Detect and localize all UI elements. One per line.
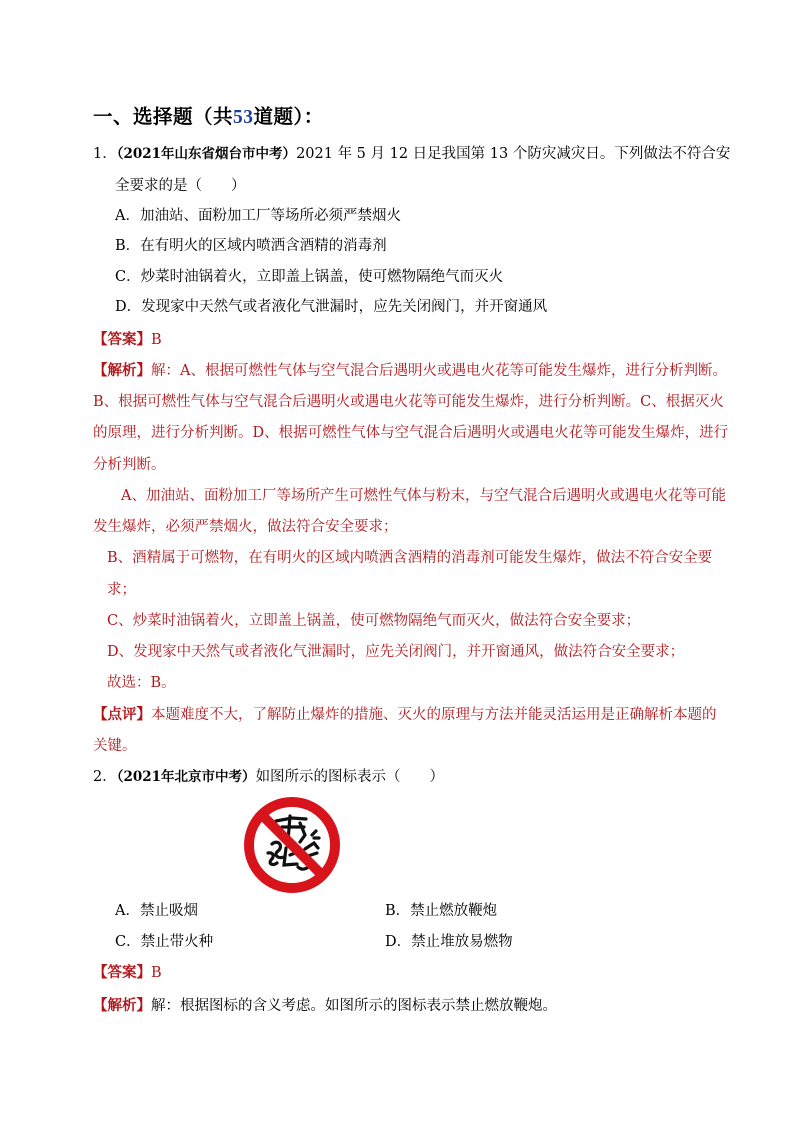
no-firecrackers-sign-icon: [242, 795, 342, 895]
question-1-option-a: A．加油站、面粉加工厂等场所必须严禁烟火: [115, 208, 401, 224]
question-1-option-c: C．炒菜时油锅着火，立即盖上锅盖，使可燃物隔绝气而灭火: [115, 269, 504, 285]
question-1-stem: 1．（2021年山东省烟台市中考）2021 年 5 月 12 日足我国第 13 个防灾减灾日。下列做法不符合安: [93, 146, 731, 162]
question-1-analysis-line: 的原理，进行分析判断。D、根据可燃性气体与空气混合后遇明火或遇电火花等可能发生爆炸，进行: [93, 425, 729, 441]
question-2-option-a: A．禁止吸烟: [115, 903, 198, 919]
section-title: 一、选择题（共53道题）：: [93, 105, 324, 128]
question-2-analysis: 【解析】解：根据图标的含义考虑。如图所示的图标表示禁止燃放鞭炮。: [93, 997, 557, 1014]
question-2-option-c: C．禁止带火种: [115, 934, 214, 950]
question-1-analysis-line: B、酒精属于可燃物，在有明火的区域内喷洒含酒精的消毒剂可能发生爆炸，做法不符合安全要: [107, 550, 713, 566]
question-1-analysis-line: B、根据可燃性气体与空气混合后遇明火或遇电火花等可能发生爆炸，进行分析判断。C、根据灭火: [93, 394, 724, 410]
question-1-analysis-line: 分析判断。: [93, 457, 166, 473]
question-count: 53: [233, 107, 254, 128]
question-2-option-b: B．禁止燃放鞭炮: [385, 903, 498, 919]
question-1-comment: 【点评】本题难度不大，了解防止爆炸的措施、灭火的原理与方法并能灵活运用是正确解析本题的: [93, 706, 717, 723]
question-1-analysis-line: 【解析】解：A、根据可燃性气体与空气混合后遇明火或遇电火花等可能发生爆炸，进行分析判断。: [93, 362, 727, 379]
question-2-stem: 2．（2021年北京市中考）如图所示的图标表示（ ）: [93, 769, 445, 785]
question-1-analysis-line: 故选：B。: [107, 675, 176, 691]
question-1-analysis-line: C、炒菜时油锅着火，立即盖上锅盖，使可燃物隔绝气而灭火，做法符合安全要求；: [107, 613, 641, 629]
question-2-option-d: D．禁止堆放易燃物: [385, 934, 513, 950]
question-1-option-d: D．发现家中天然气或者液化气泄漏时，应先关闭阀门，并开窗通风: [115, 299, 548, 315]
question-1-analysis-line: 发生爆炸，必须严禁烟火，做法符合安全要求；: [93, 519, 398, 535]
question-2-source: （2021年北京市中考）: [116, 769, 256, 785]
question-1-stem-cont: 全要求的是（ ）: [115, 178, 246, 194]
question-1-analysis-line: D、发现家中天然气或者液化气泄漏时，应先关闭阀门，并开窗通风，做法符合安全要求；: [107, 644, 685, 660]
question-1-analysis-line: A、加油站、面粉加工厂等场所产生可燃性气体与粉末，与空气混合后遇明火或遇电火花等可能: [121, 488, 726, 504]
question-1-analysis-line: 求；: [107, 582, 136, 598]
question-2-answer: 【答案】B: [93, 964, 162, 981]
question-1-option-b: B．在有明火的区域内喷洒含酒精的消毒剂: [115, 238, 387, 254]
question-1-comment-cont: 关键。: [93, 738, 137, 754]
question-1-source: （2021年山东省烟台市中考）: [116, 146, 297, 162]
question-1-answer: 【答案】B: [93, 331, 162, 348]
